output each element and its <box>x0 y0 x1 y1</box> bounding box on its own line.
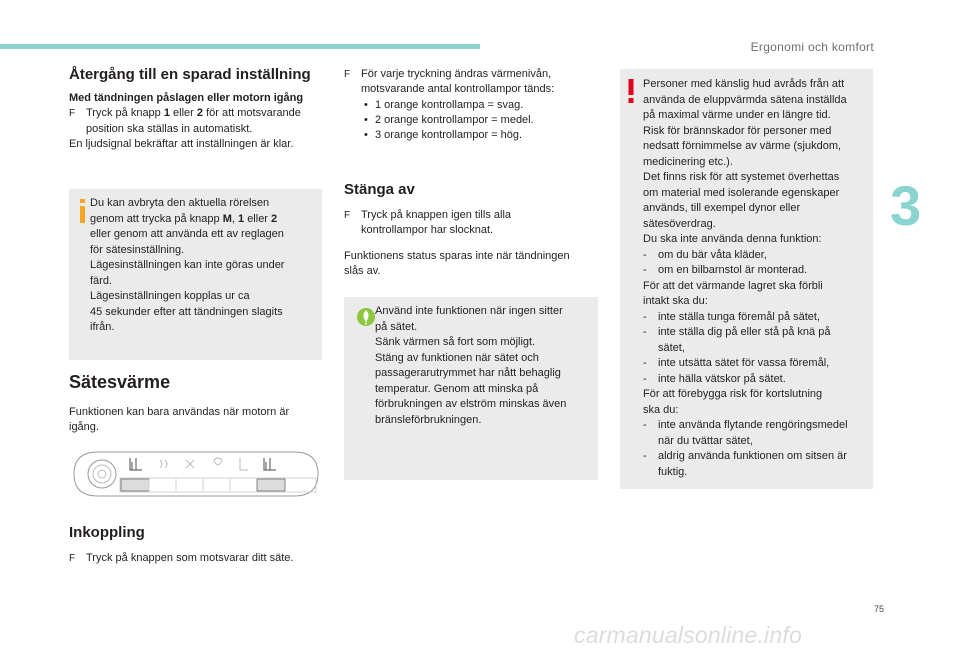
section-title-restore: Återgång till en sparad inställning <box>69 66 311 83</box>
arrow-bullet-icon: F <box>69 108 76 120</box>
list-item: - aldrig använda funktionen om sitsen är fuktig. <box>643 450 847 478</box>
activation-step: F Tryck på knappen som motsvarar ditt säte. <box>69 551 338 566</box>
list-item: - om en bilbarnstol är monterad. <box>643 264 808 276</box>
section-title-turn-off: Stänga av <box>344 181 415 198</box>
heating-levels: F För varje tryckning ändras värmenivån, motsvarande antal kontrollampor tänds: • 1 orange kontrollampa = svag. • 2 orange kontrollampor = medel. • 3 orange kontrollampor = hög. <box>344 67 598 143</box>
list-item: • 2 orange kontrollampor = medel. <box>364 113 534 126</box>
seat-heating-intro: Funktionen kan bara användas när motorn är igång. <box>69 406 290 434</box>
arrow-bullet-icon: F <box>344 210 351 221</box>
seat-heating-panel-illustration <box>68 448 322 500</box>
watermark: carmanualsonline.info <box>574 622 802 648</box>
header-accent-bar <box>0 44 480 49</box>
restore-signal: En ljudsignal bekräftar att inställningen är klar. <box>69 137 294 150</box>
info-icon <box>78 199 87 223</box>
chapter-header: Ergonomi och komfort <box>750 40 874 54</box>
restore-step: F Tryck på knapp 1 eller 2 för att motsvarande position ska ställas in automatiskt. <box>69 107 301 135</box>
list-item: • 3 orange kontrollampor = hög. <box>364 129 523 142</box>
list-item: - inte utsätta sätet för vassa föremål, <box>643 357 830 369</box>
list-item: • 1 orange kontrollampa = svag. <box>364 98 524 111</box>
section-title-activation: Inkoppling <box>69 524 145 541</box>
list-item: - inte hälla vätskor på sätet. <box>643 372 786 385</box>
turn-off-body: F Tryck på knappen igen tills alla kontrollampor har slocknat. Funktionens status sparas inte när tändningen slås av. <box>344 209 570 277</box>
section-title-seat-heating: Sätesvärme <box>69 372 171 392</box>
warning-exclamation-icon <box>627 79 635 103</box>
eco-leaf-icon <box>356 307 376 327</box>
list-item: - inte ställa tunga föremål på sätet, <box>643 310 821 323</box>
arrow-bullet-icon: F <box>344 69 351 80</box>
eco-box: Använd inte funktionen när ingen sitter på sätet. Sänk värmen så fort som möjligt. Stäng av funktionen när sätet och passagerarutrymmet har nått behaglig temperatur. Genom att minska på förbrukningen av elström minskas även bränsleförbrukningen. <box>344 297 598 480</box>
list-item: - inte använda flytande rengöringsmedel när du tvättar sätet, <box>643 419 848 447</box>
warning-box: Personer med känslig hud avråds från att använda de eluppvärmda sätena inställda på maximal värme under en längre tid. Risk för brännskador för personer med nedsatt förnimmelse av värme (sjukdom, medicinering etc.). Det finns risk för att systemet överhettas om material med isolerande egenskaper används, till exempel dynor eller sätesöverdrag. Du ska inte använda denna funktion: - om du bär våta kläder, - om en bilbarnstol är monterad. För att det värmande lagret ska förbli intakt ska du: - inte ställa tunga föremål på sätet, - inte ställa dig på eller stå på knä på sätet, - inte utsätta sätet för vassa föremål, - inte hälla vätskor på sätet. För att förebygga risk för kortslutning ska du: - inte använda flytande rengöringsmedel när du tvättar sätet, - aldrig använda funktionen om sitsen är fuktig. <box>620 69 873 489</box>
arrow-bullet-icon: F <box>69 553 76 564</box>
chapter-number: 3 <box>890 174 922 237</box>
list-item: - inte ställa dig på eller stå på knä på sätet, <box>643 326 831 354</box>
page-number: 75 <box>874 604 885 614</box>
info-box-restore: Du kan avbryta den aktuella rörelsen genom att trycka på knapp M, 1 eller 2 eller genom att använda ett av reglagen för sätesinställning. Lägesinställningen kan inte göras under färd. Lägesinställningen kopplas ur ca 45 sekunder efter att tändningen slagits ifrån. <box>69 189 322 360</box>
restore-condition: Med tändningen påslagen eller motorn igång <box>69 92 304 104</box>
list-item: - om du bär våta kläder, <box>643 248 767 261</box>
section-restore-body <box>69 91 321 152</box>
